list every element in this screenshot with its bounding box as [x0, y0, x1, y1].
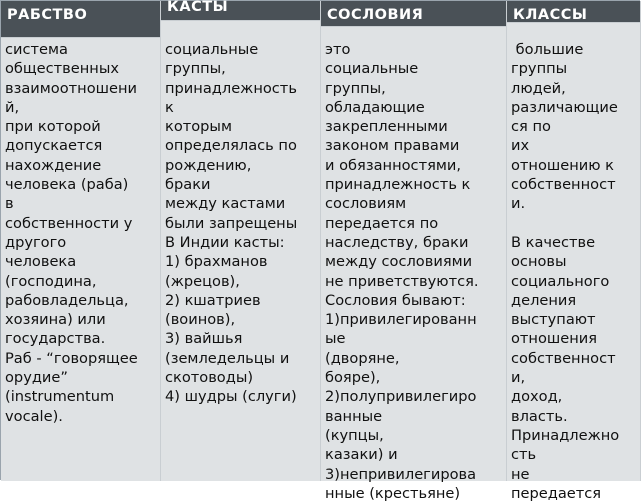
header-classes-label: КЛАССЫ	[513, 7, 588, 23]
header-slavery	[1, 1, 161, 38]
cell-slavery-definition: система общественных взаимоотношени й, при которой допускается нахождение человека (раба) в собственности у другого человека (господина, рабовладельца, хозяина) или государства. Раб - “говорящее орудие” (instrumentum vocale).	[1, 38, 161, 481]
header-estates-label: СОСЛОВИЯ	[327, 7, 424, 23]
cell-classes-definition: большие группы людей, различающие ся по их отношению к собственност и. В качестве основы социального деления выступают отношения собственност и, доход, власть. Принадлежно сть не передается	[507, 23, 641, 481]
header-estates	[321, 1, 507, 27]
cell-estates-definition: это социальные группы, обладающие закрепленными законом правами и обязанностями, принадлежность к сословиям передается по наследству, браки между сословиями не приветствуются. Сословия бывают: 1)привилегированн ые (дворяне, бояре), 2)полупривилегиро ванные (купцы, казаки) и 3)непривилегирова нные (крестьяне)	[321, 27, 507, 481]
header-castes	[161, 1, 321, 21]
cell-castes-definition: социальные группы, принадлежность к которым определялась по рождению, браки между кастами были запрещены В Индии касты: 1) брахманов (жрецов), 2) кшатриев (воинов), 3) вайшья (земледельцы и скотоводы) 4) шудры (слуги)	[161, 21, 321, 481]
header-castes-label: КАСТЫ	[167, 0, 229, 15]
header-classes	[507, 1, 641, 23]
header-slavery-label: РАБСТВО	[7, 7, 88, 23]
